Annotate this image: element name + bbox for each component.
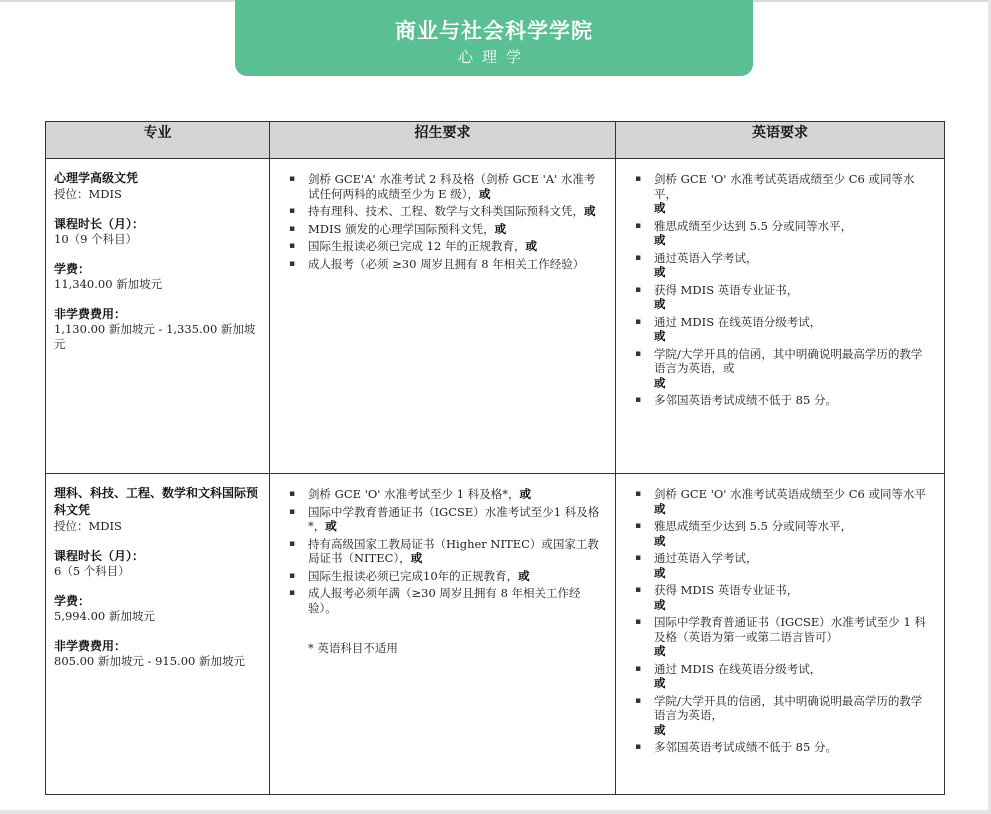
list-item: ▪ 通过 MDIS 在线英语分级考试， 或: [635, 315, 931, 344]
list-item: ▪ 持有理科、技术、工程、数学与文科类国际预科文凭，或: [289, 204, 602, 219]
english-cell: [616, 474, 945, 795]
table-header-row: [46, 122, 945, 159]
list-item: ▪ 雅思成绩至少达到 5.5 分或同等水平， 或: [635, 519, 931, 548]
english-list: [617, 160, 943, 408]
header-admission: 招生要求: [270, 122, 616, 159]
table-row: [46, 474, 945, 795]
admission-cell: [270, 474, 616, 795]
duration-label: 课程时长（月）：: [54, 217, 145, 231]
english-list: [617, 475, 943, 755]
admission-list: [271, 160, 614, 271]
list-item: ▪ 学院/大学开具的信函，其中明确说明最高学历的教学语言为英语， 或: [635, 694, 931, 738]
list-item: ▪ 国际中学教育普通证书（IGCSE）水准考试至少 1 科及格（英语为第一或第二语言皆可） 或: [635, 615, 931, 659]
program-awarded: 授位：MDIS: [54, 187, 122, 201]
list-item: ▪ 剑桥 GCE'A' 水准考试 2 科及格（剑桥 GCE 'A' 水准考试任何两科的成绩至少为 E 级），或: [289, 172, 602, 201]
admission-cell: [270, 159, 616, 474]
list-item: ▪ 剑桥 GCE 'O' 水准考试至少 1 科及格*，或: [289, 487, 602, 502]
list-item: ▪ 剑桥 GCE 'O' 水准考试英语成绩至少 C6 或同等水平， 或: [635, 172, 931, 216]
list-item: ▪ 通过英语入学考试， 或: [635, 251, 931, 280]
misc-fee-value: 805.00 新加坡元 - 915.00 新加坡元: [54, 654, 245, 668]
list-item: ▪ 剑桥 GCE 'O' 水准考试英语成绩至少 C6 或同等水平 或: [635, 487, 931, 516]
program-cell: [46, 474, 270, 795]
program-name: 心理学高级文凭: [54, 171, 139, 185]
list-item: ▪ 成人报考（必须 ≥30 周岁且拥有 8 年相关工作经验）: [289, 257, 602, 272]
list-item: ▪ 持有高级国家工教局证书（Higher NITEC）或国家工教局证书（NITEC），或: [289, 537, 602, 566]
list-item: ▪ 学院/大学开具的信函，其中明确说明最高学历的教学语言为英语，或 或: [635, 347, 931, 391]
list-item: ▪ 通过英语入学考试， 或: [635, 551, 931, 580]
list-item: ▪ 国际生报读必须已完成10年的正规教育，或: [289, 569, 602, 584]
faculty-title: 商业与社会科学学院: [395, 19, 593, 43]
list-item: ▪ 国际中学教育普通证书（IGCSE）水准考试至少1 科及格*，或: [289, 505, 602, 534]
list-item: ▪ 国际生报读必须已完成 12 年的正规教育，或: [289, 239, 602, 254]
misc-fee-label: 非学费费用：: [54, 307, 127, 321]
program-awarded: 授位：MDIS: [54, 519, 122, 533]
list-item: ▪ 雅思成绩至少达到 5.5 分或同等水平， 或: [635, 219, 931, 248]
list-item: ▪ 成人报考必须年满（≥30 周岁且拥有 8 年相关工作经验）。: [289, 586, 602, 615]
program-cell: [46, 159, 270, 474]
list-item: ▪ 获得 MDIS 英语专业证书， 或: [635, 583, 931, 612]
fee-label: 学费：: [54, 594, 91, 608]
misc-fee-label: 非学费费用：: [54, 639, 127, 653]
admission-list: [271, 475, 614, 615]
programs-table: [45, 121, 945, 795]
duration-label: 课程时长（月）：: [54, 549, 145, 563]
table-row: [46, 159, 945, 474]
fee-value: 5,994.00 新加坡元: [54, 609, 155, 623]
page-bottom-edge: [0, 810, 991, 814]
header-english: 英语要求: [616, 122, 945, 159]
list-item: ▪ 多邻国英语考试成绩不低于 85 分。: [635, 740, 931, 755]
misc-fee-value: 1,130.00 新加坡元 - 1,335.00 新加坡元: [54, 322, 256, 351]
fee-label: 学费：: [54, 262, 91, 276]
header-program: 专业: [46, 122, 270, 159]
duration-value: 10（9 个科目）: [54, 232, 138, 246]
english-cell: [616, 159, 945, 474]
fee-value: 11,340.00 新加坡元: [54, 277, 163, 291]
faculty-banner: [235, 0, 753, 76]
program-name: 理科、科技、工程、数学和文科国际预科文凭: [54, 486, 259, 517]
list-item: ▪ MDIS 颁发的心理学国际预科文凭，或: [289, 222, 602, 237]
discipline-subtitle: 心理学: [457, 48, 530, 66]
footnote: * 英语科目不适用: [308, 641, 398, 655]
list-item: ▪ 获得 MDIS 英语专业证书， 或: [635, 283, 931, 312]
list-item: ▪ 通过 MDIS 在线英语分级考试， 或: [635, 662, 931, 691]
duration-value: 6（5 个科目）: [54, 564, 130, 578]
list-item: ▪ 多邻国英语考试成绩不低于 85 分。: [635, 393, 931, 408]
